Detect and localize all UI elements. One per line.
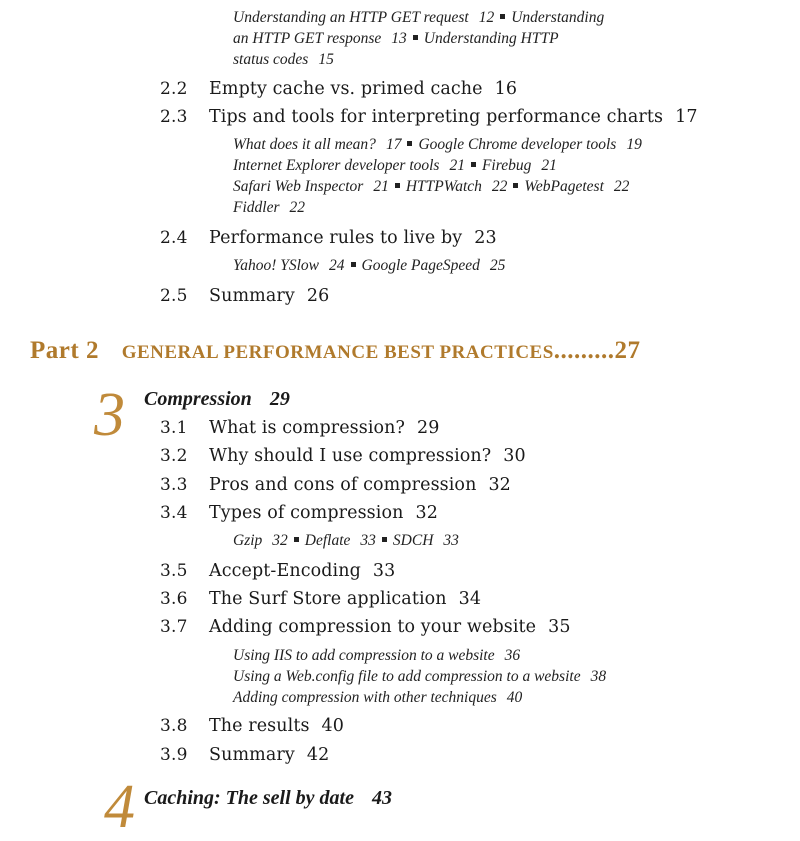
section-number: 3.5 (160, 561, 188, 581)
toc-entry-3-2-title[interactable] (209, 446, 526, 466)
chapter-page: 29 (269, 388, 290, 410)
sub-entry-title: SDCH (392, 532, 434, 549)
section-title: The results (209, 716, 310, 736)
toc-subentries-2-1 (233, 7, 604, 70)
sub-line (233, 155, 648, 176)
separator-square (413, 35, 418, 40)
sub-line (233, 530, 465, 551)
section-page: 42 (306, 745, 330, 765)
toc-entry-3-8-title[interactable] (209, 716, 344, 736)
sub-entry-page: 32 (272, 532, 288, 549)
section-number: 3.9 (160, 745, 188, 765)
sub-entry-title: What does it all mean? (233, 136, 376, 153)
part-page: 27 (614, 337, 641, 364)
toc-entry-3-7-title[interactable] (209, 617, 571, 637)
sub-entry-page: 15 (318, 51, 334, 68)
separator-square (407, 141, 412, 146)
toc-subentries-3-7 (233, 645, 612, 708)
sub-entry-page: 33 (360, 532, 376, 549)
toc-entry-3-1-title[interactable] (209, 418, 440, 438)
toc-entry-2-5-title[interactable] (209, 286, 329, 306)
chapter-3-title[interactable] (144, 388, 290, 411)
sub-entry-title: Google Chrome developer tools (418, 136, 617, 153)
toc-entry-3-4-title[interactable] (209, 503, 438, 523)
toc-entry-2-2-title[interactable] (209, 79, 517, 99)
sub-entry-title: Adding compression with other techniques (233, 689, 497, 706)
section-number: 3.7 (160, 617, 188, 637)
sub-entry-page: 13 (391, 30, 407, 47)
section-number: 3.1 (160, 418, 188, 438)
sub-entry-title: Understanding an HTTP GET request (233, 9, 469, 26)
separator-square (382, 537, 387, 542)
section-page: 32 (488, 475, 511, 495)
sub-entry-title: Gzip (233, 532, 263, 549)
sub-line (233, 7, 604, 28)
toc-subentries-2-3 (233, 134, 648, 218)
section-number: 2.4 (160, 228, 188, 248)
section-number: 2.2 (160, 79, 188, 99)
sub-line (233, 28, 604, 49)
sub-entry-title: an HTTP GET response (233, 30, 382, 47)
toc-subentries-2-4 (233, 255, 511, 276)
section-number: 3.6 (160, 589, 188, 609)
section-page: 35 (548, 617, 571, 637)
section-title: Summary (209, 745, 295, 765)
sub-entry-page: 25 (489, 257, 506, 274)
sub-entry-page: 17 (385, 136, 402, 153)
sub-entry-title: Deflate (304, 532, 351, 549)
section-title: Accept-Encoding (209, 561, 361, 581)
section-title: Tips and tools for interpreting performance charts (209, 107, 664, 127)
section-number: 2.3 (160, 107, 188, 127)
sub-entry-title: WebPagetest (524, 178, 604, 195)
section-page: 40 (321, 716, 345, 736)
separator-square (471, 162, 476, 167)
section-page: 32 (415, 503, 438, 523)
section-title: Summary (209, 286, 295, 306)
toc-entry-3-5-title[interactable] (209, 561, 395, 581)
sub-entry-page: 19 (626, 136, 642, 153)
sub-entry-page: 21 (449, 157, 465, 174)
sub-entry-page: 33 (443, 532, 459, 549)
sub-entry-title: Fiddler (233, 199, 280, 216)
separator-square (395, 183, 400, 188)
sub-entry-title: Internet Explorer developer tools (233, 157, 440, 174)
section-title: The Surf Store application (209, 589, 447, 609)
section-page: 34 (458, 589, 482, 609)
sub-entry-title: status codes (233, 51, 309, 68)
section-number: 3.4 (160, 503, 188, 523)
sub-line (233, 49, 604, 70)
sub-line (233, 176, 648, 197)
sub-entry-page: 40 (506, 689, 523, 706)
section-title: What is compression? (209, 418, 406, 438)
section-page: 29 (417, 418, 440, 438)
toc-entry-2-2[interactable] (160, 79, 188, 99)
chapter-title: Caching: The sell by date (144, 787, 354, 809)
section-title: Empty cache vs. primed cache (209, 79, 483, 99)
sub-line (233, 645, 612, 666)
section-page: 16 (494, 79, 518, 99)
separator-square (513, 183, 518, 188)
chapter-number: 3 (94, 381, 125, 449)
part-label: Part 2 (30, 337, 99, 364)
separator-square (351, 262, 356, 267)
sub-entry-title: Safari Web Inspector (233, 178, 364, 195)
sub-entry-page: 21 (373, 178, 389, 195)
section-page: 26 (306, 286, 330, 306)
part-title: GENERAL PERFORMANCE BEST PRACTICES (121, 342, 554, 363)
sub-entry-page: 22 (613, 178, 630, 195)
sub-entry-page: 36 (504, 647, 521, 664)
sub-entry-title: Using IIS to add compression to a website (233, 647, 495, 664)
toc-entry-3-9-title[interactable] (209, 745, 329, 765)
toc-entry-3-6-title[interactable] (209, 589, 481, 609)
sub-entry-title: Google PageSpeed (361, 257, 480, 274)
toc-subentries-3-4 (233, 530, 465, 551)
section-number: 3.2 (160, 446, 188, 466)
section-page: 30 (503, 446, 526, 466)
section-title: Performance rules to live by (209, 228, 463, 248)
toc-entry-3-3-title[interactable] (209, 475, 511, 495)
sub-entry-page: 21 (541, 157, 557, 174)
toc-entry-2-4-title[interactable] (209, 228, 497, 248)
chapter-title: Compression (144, 388, 252, 410)
toc-entry-2-3-title[interactable] (209, 107, 698, 127)
sub-entry-page: 22 (491, 178, 508, 195)
sub-line (233, 134, 648, 155)
section-title: Adding compression to your website (209, 617, 537, 637)
sub-entry-title: Understanding (511, 9, 605, 26)
sub-entry-title: Understanding HTTP (423, 30, 559, 47)
part-leader-dots: ......... (553, 337, 615, 364)
sub-entry-title: Using a Web.config file to add compression to a website (233, 668, 581, 685)
section-number: 3.3 (160, 475, 188, 495)
chapter-4-title[interactable] (144, 787, 392, 810)
chapter-page: 43 (371, 787, 392, 809)
section-title: Types of compression (209, 503, 404, 523)
section-page: 17 (675, 107, 698, 127)
section-number: 2.5 (160, 286, 188, 306)
chapter-number: 4 (104, 773, 135, 841)
sub-entry-title: HTTPWatch (405, 178, 482, 195)
part-heading[interactable] (30, 337, 641, 365)
sub-entry-page: 22 (289, 199, 305, 216)
sub-entry-title: Yahoo! YSlow (233, 257, 319, 274)
section-page: 23 (474, 228, 497, 248)
sub-entry-page: 38 (590, 668, 607, 685)
section-title: Pros and cons of compression (209, 475, 477, 495)
section-page: 33 (372, 561, 396, 581)
sub-entry-page: 12 (478, 9, 495, 26)
separator-square (294, 537, 299, 542)
sub-line (233, 666, 612, 687)
sub-line (233, 255, 511, 276)
section-number: 3.8 (160, 716, 188, 736)
section-title: Why should I use compression? (209, 446, 492, 466)
sub-entry-title: Firebug (481, 157, 532, 174)
sub-line (233, 197, 648, 218)
sub-entry-page: 24 (329, 257, 345, 274)
separator-square (500, 14, 505, 19)
sub-line (233, 687, 612, 708)
